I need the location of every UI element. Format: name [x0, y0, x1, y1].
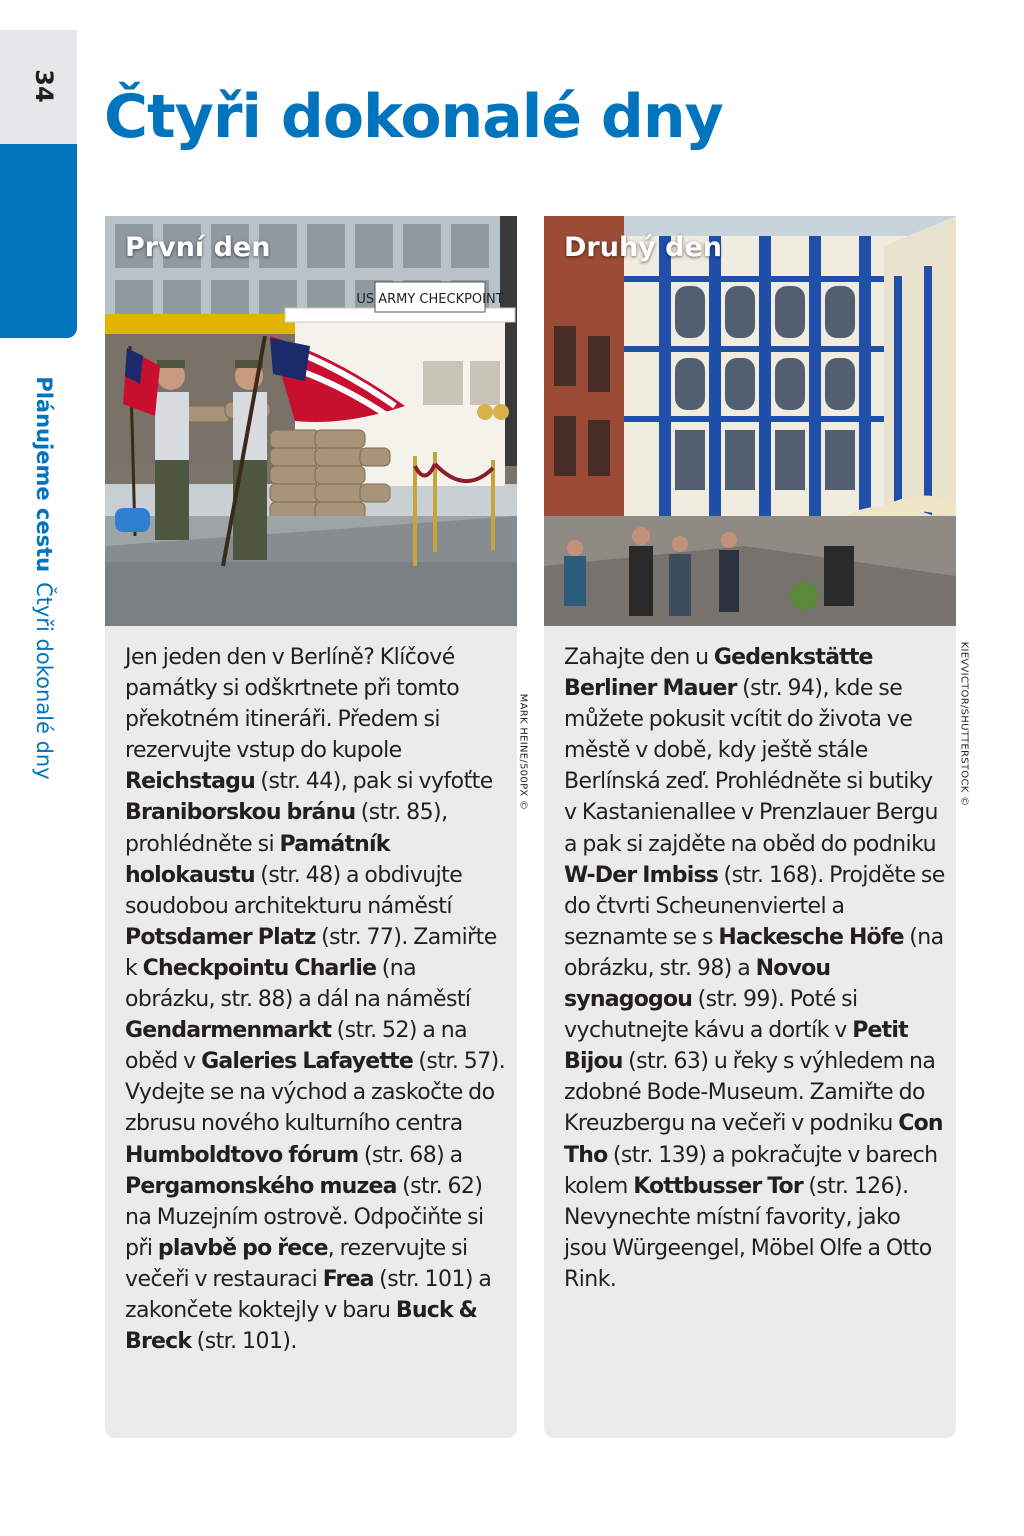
checkpoint-sign: US ARMY CHECKPOINT	[356, 292, 504, 307]
text-run: (str. 126). Nevynechte místní favority, jako jsou Würgeengel, Möbel Olfe a Otto Rink.	[564, 1173, 932, 1292]
text-run: (str. 62) na Muzejním ostrově. Odpočiňte si při	[125, 1173, 484, 1261]
photo-credit-2: KIEVVICTOR/SHUTTERSTOCK ©	[958, 641, 970, 807]
photo-credit-1: MARK HEINE/500PX ©	[517, 693, 529, 811]
text-run: (str. 168). Projděte se do čtvrti Scheunenviertel a seznamte se s	[564, 862, 945, 950]
page-title: Čtyři dokonalé dny	[104, 82, 723, 152]
highlighted-place: Památník holokaustu	[125, 831, 390, 888]
highlighted-place: W-Der Imbiss	[564, 862, 719, 888]
text-run: (str. 77). Zamiřte k	[125, 924, 497, 981]
highlighted-place: Braniborskou bránu	[125, 800, 356, 826]
day-description-1	[125, 642, 509, 1357]
day-heading-1: První den	[125, 232, 271, 263]
text-run: , rezervujte si večeři v restauraci	[125, 1235, 468, 1292]
highlighted-place: Checkpointu Charlie	[142, 955, 377, 981]
day-heading-2: Druhý den	[564, 232, 723, 263]
text-run: (str. 101) a zakončete koktejly v baru	[125, 1266, 492, 1323]
highlighted-place: Pergamonského muzea	[125, 1173, 397, 1199]
highlighted-place: Humboldtovo fórum	[125, 1142, 359, 1168]
checkpoint-charlie-photo	[105, 216, 517, 626]
highlighted-place: Hackesche Höfe	[718, 924, 904, 950]
text-run: (na obrázku, str. 88) a dál na náměstí	[125, 955, 471, 1013]
highlighted-place: Novou synagogou	[564, 955, 831, 1013]
highlighted-place: Buck & Breck	[125, 1297, 478, 1355]
text-run: (str. 48) a obdivujte soudobou architekturu náměstí	[125, 862, 463, 919]
text-run: (str. 139) a pokračujte v barech kolem	[564, 1142, 938, 1199]
text-run: (str. 68) a	[358, 1142, 463, 1168]
text-run: (str. 63) u řeky s výhledem na zdobné Bode-Museum. Zamiřte do Kreuzbergu na večeři v podniku	[564, 1049, 936, 1137]
section-name: Plánujeme cestu	[32, 376, 56, 573]
running-header	[32, 376, 56, 779]
day-description-2	[564, 642, 948, 1295]
day-card-2	[544, 216, 970, 1438]
highlighted-place: Reichstagu	[125, 769, 255, 795]
section-color-tab	[0, 144, 77, 338]
highlighted-place: Potsdamer Platz	[125, 924, 316, 950]
text-run: (str. 99). Poté si vychutnejte kávu a dortík v	[564, 987, 858, 1044]
text-run: (str. 101).	[191, 1329, 297, 1355]
highlighted-place: Gendarmenmarkt	[125, 1018, 332, 1044]
text-run: (str. 85), prohlédněte si	[125, 800, 448, 857]
page-number: 34	[30, 69, 58, 103]
highlighted-place: Galeries Lafayette	[201, 1049, 413, 1075]
highlighted-place: Frea	[322, 1266, 374, 1292]
highlighted-place: plavbě po řece	[157, 1235, 328, 1261]
text-run: (str. 52) a na oběd v	[125, 1018, 468, 1075]
text-run: (str. 57). Vydejte se na východ a zaskočte do zbrusu nového kulturního centra	[125, 1049, 506, 1137]
highlighted-place: Con Tho	[564, 1111, 943, 1168]
hackesche-hoefe-photo	[544, 216, 956, 626]
text-run: Jen jeden den v Berlíně? Klíčové památky si odškrtnete při tomto překotném itineráři. Předem si rezervujte vstup do kupole	[125, 645, 460, 764]
text-run: (na obrázku, str. 98) a	[564, 924, 944, 981]
text-run: Zahajte den u	[564, 645, 714, 670]
subsection-name: Čtyři dokonalé dny	[32, 582, 56, 780]
text-run: (str. 94), kde se můžete pokusit vcítit do života ve městě v době, kdy ještě stále Berlínská zeď. Prohlédněte si butiky v Kastanienallee v Prenzlauer Bergu a pak si zajděte na oběd do podniku	[564, 676, 938, 857]
highlighted-place: Gedenkstätte Berliner Mauer	[564, 645, 873, 702]
highlighted-place: Kottbusser Tor	[633, 1173, 803, 1199]
text-run: (str. 44), pak si vyfoťte	[254, 769, 493, 795]
highlighted-place: Petit Bijou	[564, 1018, 908, 1075]
day-card-1	[105, 216, 529, 1438]
